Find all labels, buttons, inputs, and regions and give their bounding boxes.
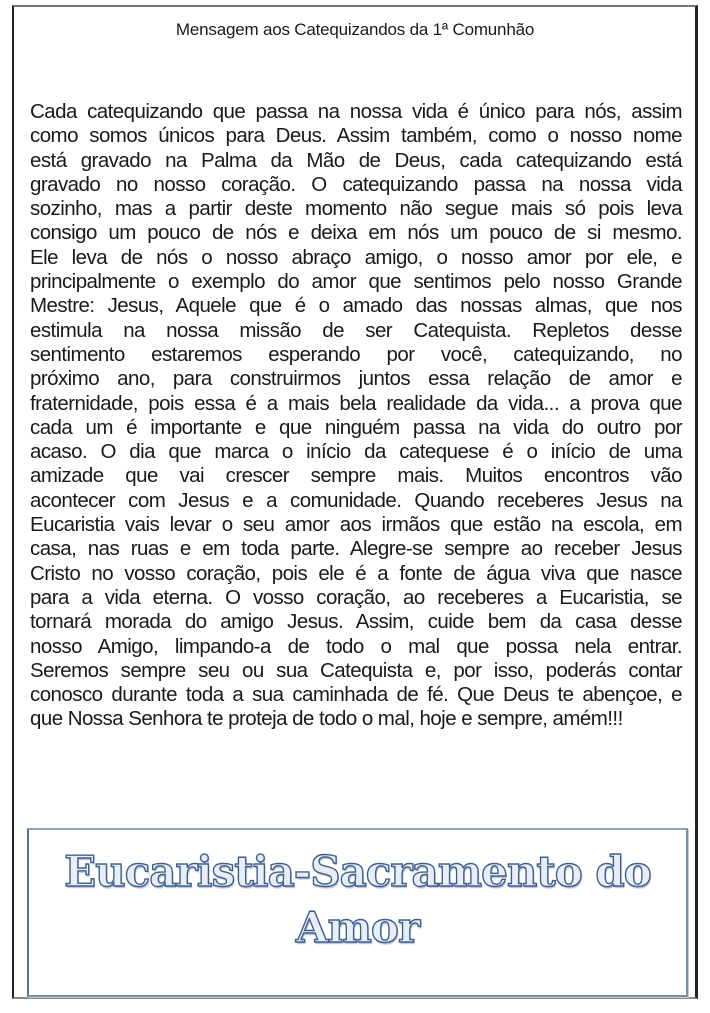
body-line: Cada catequizando que passa na nossa vida é único para nós, assim [30,100,682,123]
body-line: Eucaristia vais levar o seu amor aos irmãos que estão na escola, em [30,513,682,537]
body-line: Ele leva de nós o nosso abraço amigo, o nosso amor por ele, e [30,245,682,269]
body-line: conosco durante toda a sua caminhada de fé. Que Deus te abençoe, e [30,683,682,707]
body-line: estimula na nossa missão de ser Catequista. Repletos desse [30,318,682,342]
message-body [30,100,682,732]
body-line: como somos únicos para Deus. Assim também, como o nosso nome [30,124,682,148]
body-line: principalmente o exemplo do amor que sentimos pelo nosso Grande [30,270,682,294]
body-line: Cristo no vosso coração, pois ele é a fonte de água viva que nasce [30,561,682,585]
body-line: fraternidade, pois essa é a mais bela realidade da vida... a prova que [30,391,682,415]
body-line: que Nossa Senhora te proteja de todo o mal, hoje e sempre, amém!!! [30,707,623,731]
body-line: cada um é importante e que ninguém passa na vida do outro por [30,415,682,439]
banner-title-line-2: Amor [295,903,420,952]
banner-box [27,828,688,997]
banner-title [29,844,686,956]
body-line: consigo um pouco de nós e deixa em nós um pouco de si mesmo. [30,221,682,245]
body-line: acaso. O dia que marca o início da catequese é o início de uma [30,440,682,464]
body-line: gravado no nosso coração. O catequizando passa na nossa vida [30,172,682,196]
body-line: casa, nas ruas e em toda parte. Alegre-se sempre ao receber Jesus [30,537,682,561]
banner-title-line-1: Eucaristia-Sacramento do [64,847,651,896]
body-line: acontecer com Jesus e a comunidade. Quando receberes Jesus na [30,488,682,512]
body-line: está gravado na Palma da Mão de Deus, cada catequizando está [30,148,682,172]
body-line: próximo ano, para construirmos juntos essa relação de amor e [30,367,682,391]
body-line: amizade que vai crescer sempre mais. Muitos encontros vão [30,464,682,488]
body-line: Mestre: Jesus, Aquele que é o amado das nossas almas, que nos [30,294,682,318]
body-line: sentimento estaremos esperando por você, catequizando, no [30,342,682,366]
body-line: para a vida eterna. O vosso coração, ao receberes a Eucaristia, se [30,585,682,609]
body-line: nosso Amigo, limpando-a de todo o mal que possa nela entrar. [30,634,682,658]
body-line: Seremos sempre seu ou sua Catequista e, por isso, poderás contar [30,658,682,682]
body-line: tornará morada do amigo Jesus. Assim, cuide bem da casa desse [30,610,682,634]
document-title: Mensagem aos Catequizandos da 1ª Comunhão [175,20,535,39]
body-line: sozinho, mas a partir deste momento não segue mais só pois leva [30,197,682,221]
